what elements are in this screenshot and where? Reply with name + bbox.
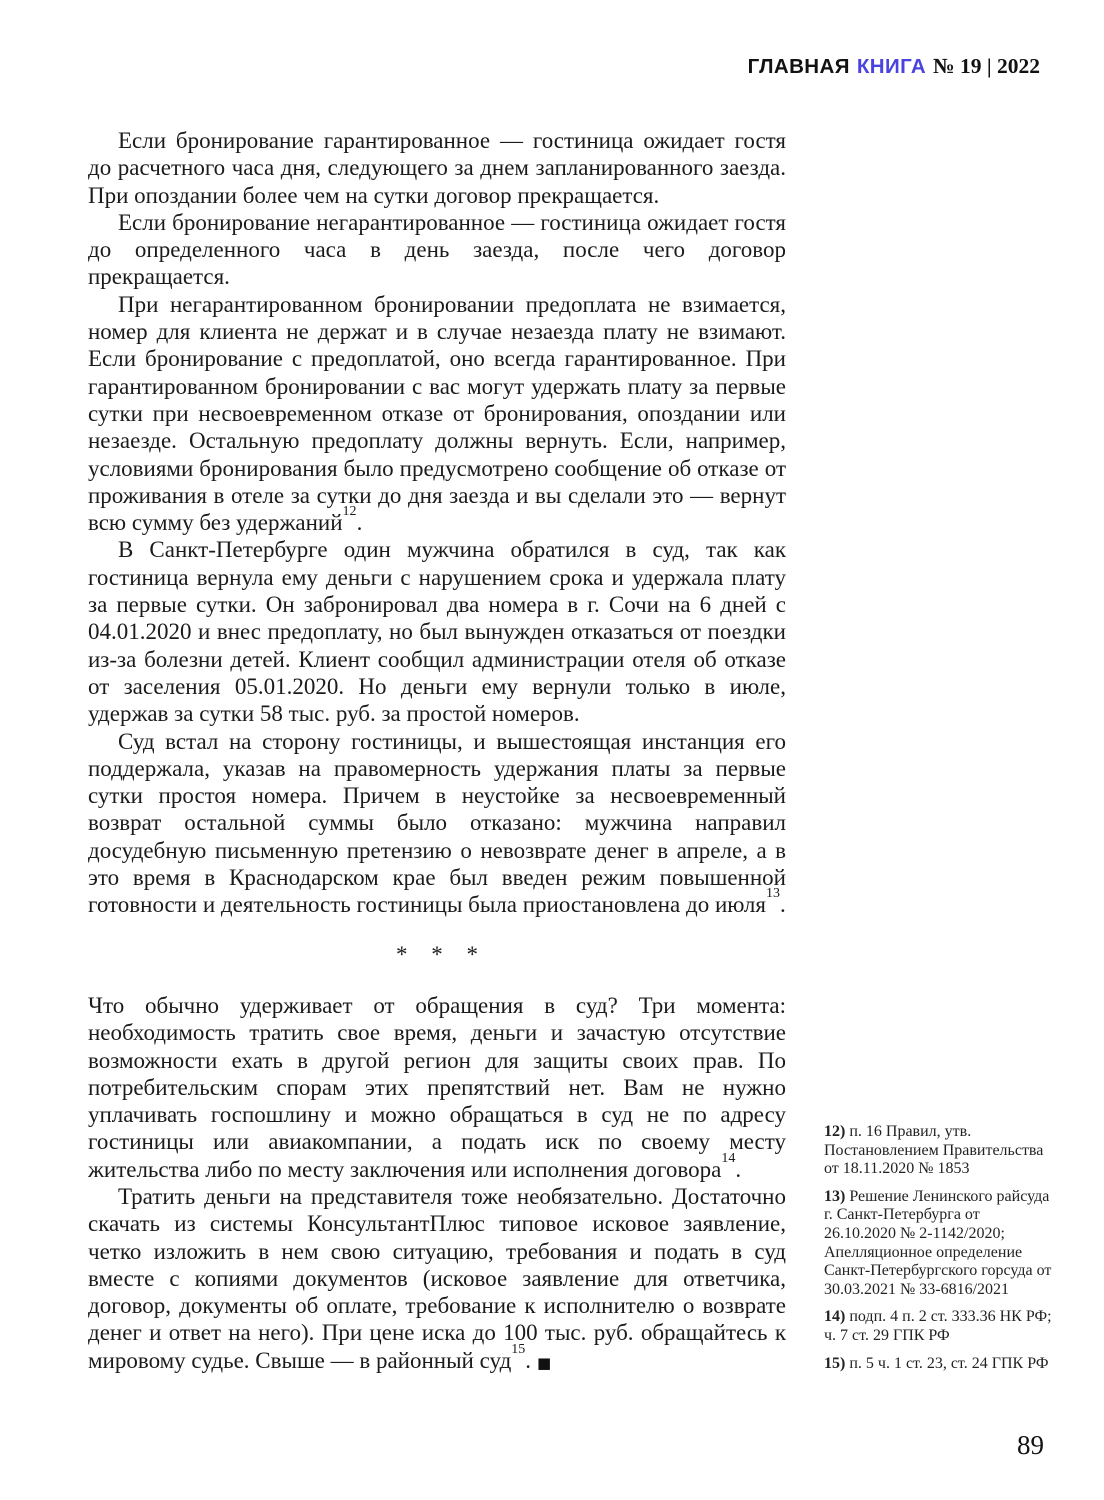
magazine-header	[748, 54, 1040, 79]
paragraph-court-decision	[88, 728, 786, 919]
magazine-issue-number: № 19 | 2022	[933, 54, 1040, 78]
paragraph-prepayment-rules	[88, 291, 786, 537]
footnote-12	[824, 1123, 1052, 1179]
footnote-ref-15: 15	[511, 1340, 526, 1357]
footnote-text: подп. 4 п. 2 ст. 333.36 НК РФ; ч. 7 ст. 29 ГПК РФ	[824, 1308, 1052, 1344]
magazine-title-main: ГЛАВНАЯ	[747, 55, 850, 78]
paragraph-guaranteed-booking	[88, 127, 786, 209]
footnote-ref-13: 13	[765, 885, 780, 902]
footnote-text: п. 16 Правил, утв. Постановлением Правительства от 18.11.2020 № 1853	[824, 1123, 1044, 1178]
paragraph-text: Если бронирование гарантированное — гостиница ожидает гостя до расчетного часа дня, следующего за днем запланированного заезда. При опоздании более чем на сутки договор прекращается.	[88, 128, 786, 208]
footnote-text: Решение Ленинского райсуда г. Санкт-Петербурга от 26.10.2020 № 2-1142/2020; Апелляционное определение Санкт-Петербургского горсуда от 30.03.2021 № 33-6816/2021	[824, 1187, 1052, 1298]
paragraph-tail: .	[779, 892, 786, 918]
paragraph-text: Что обычно удерживает от обращения в суд? Три момента: необходимость тратить свое время, деньги и зачастую отсутствие возможности ехать в другой регион для защиты своих прав. По потребительским спорам этих препятствий нет. Вам не нужно уплачивать госпошлину и можно обращаться в суд не по адресу гостиницы или авиакомпании, а подать иск по своему месту жительства либо по месту заключения или исполнения договора	[88, 992, 786, 1182]
article-body	[88, 127, 786, 1377]
paragraph-text: Тратить деньги на представителя тоже необязательно. Достаточно скачать из системы КонсультантПлюс типовое исковое заявление, четко изложить в нем свою ситуацию, требования и подать в суд вместе с копиями документов (исковое заявление для ответчика, договор, документы об оплате, требование к исполнителю о возврате денег и ответ на него). При цене иска до 100 тыс. руб. обращайтесь к мировому судье. Свыше — в районный суд	[88, 1183, 786, 1373]
paragraph-spb-court-case	[88, 536, 786, 727]
paragraph-text: В Санкт-Петербурге один мужчина обратился в суд, так как гостиница вернула ему деньги с нарушением срока и удержала плату за первые сутки. Он забронировал два номера в г. Сочи на 6 дней с 04.01.2020 и внес предоплату, но был вынужден отказаться от поездки из-за болезни детей. Клиент сообщил администрации отеля об отказе от заселения 05.01.2020. Но деньги ему вернули только в июле, удержав за сутки 58 тыс. руб. за простой номеров.	[88, 537, 786, 727]
footnote-13	[824, 1188, 1052, 1300]
paragraph-why-not-sue	[88, 992, 786, 1183]
paragraph-tail: .	[735, 1156, 742, 1182]
footnote-number: 12)	[824, 1123, 846, 1140]
footnote-text: п. 5 ч. 1 ст. 23, ст. 24 ГПК РФ	[849, 1354, 1049, 1372]
footnotes-sidebar	[824, 1123, 1052, 1382]
footnote-number: 14)	[824, 1308, 846, 1326]
paragraph-tail: .	[356, 510, 363, 536]
paragraph-tail: .	[525, 1347, 532, 1373]
footnote-number: 13)	[824, 1187, 846, 1205]
footnote-ref-14: 14	[721, 1149, 736, 1166]
footnote-ref-12: 12	[342, 503, 357, 520]
footnote-14	[824, 1308, 1052, 1345]
paragraph-text: При негарантированном бронировании предоплата не взимается, номер для клиента не держат и в случае незаезда плату не взимают. Если бронирование с предоплатой, оно всегда гарантированное. При гарантированном бронировании с вас могут удержать плату за первые сутки при несвоевременном отказе от бронирования, опоздании или незаезде. Остальную предоплату должны вернуть. Если, например, условиями бронирования было предусмотрено сообщение об отказе от проживания в отеле за сутки до дня заезда и вы сделали это — вернут всю сумму без удержаний	[88, 291, 786, 536]
paragraph-text: Суд встал на сторону гостиницы, и вышестоящая инстанция его поддержала, указав на правомерность удержания платы за первые сутки простоя номера. Причем в неустойке за несвоевременный возврат остальной суммы было отказано: мужчина направил досудебную письменную претензию о невозврате денег в апреле, а в это время в Краснодарском крае был введен режим повышенной готовности и деятельность гостиницы была приостановлена до июля	[88, 728, 786, 918]
paragraph-nonguaranteed-booking	[88, 209, 786, 291]
article-end-square-icon: ■	[537, 1353, 552, 1372]
page-number: 89	[1017, 1430, 1044, 1460]
asterisk-separator: * * *	[396, 941, 487, 967]
footnote-number: 15)	[824, 1354, 846, 1372]
paragraph-representation-costs	[88, 1183, 786, 1377]
magazine-title-accent: КНИГА	[856, 55, 927, 78]
paragraph-text: Если бронирование негарантированное — гостиница ожидает гостя до определенного часа в день заезда, после чего договор прекращается.	[88, 209, 786, 290]
footnote-15	[824, 1355, 1052, 1374]
